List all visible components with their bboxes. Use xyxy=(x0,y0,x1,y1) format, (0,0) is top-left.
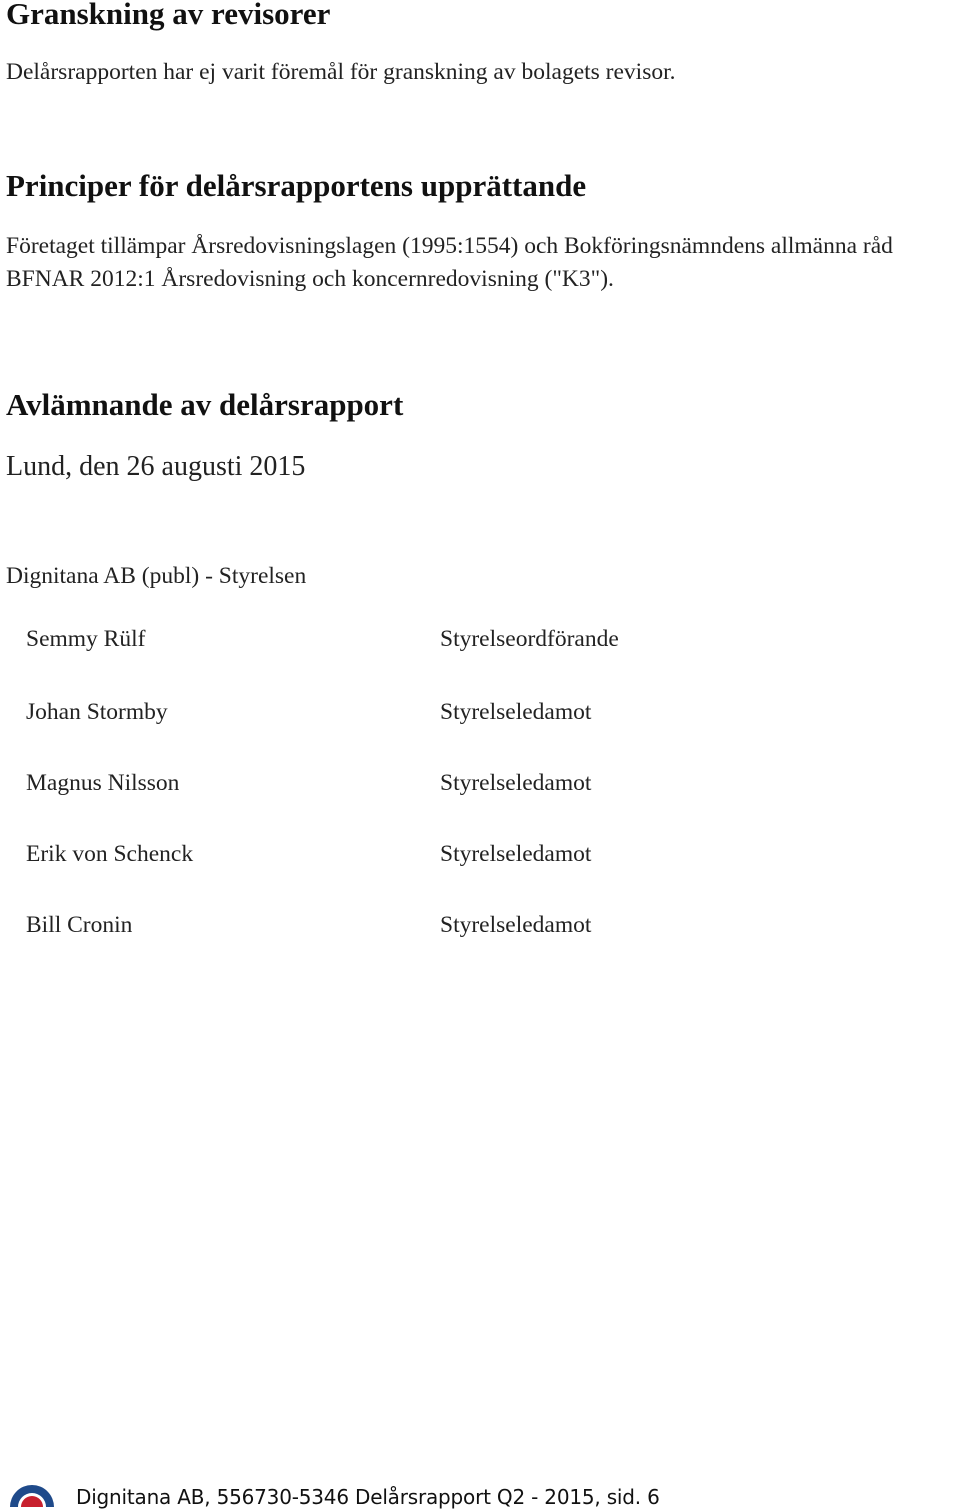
board-member-role: Styrelseledamot xyxy=(440,770,592,796)
footer-text: Dignitana AB, 556730-5346 Delårsrapport Q2 - 2015, sid. 6 xyxy=(76,1485,660,1509)
board-member-name: Semmy Rülf xyxy=(26,626,146,652)
submission-heading: Avlämnande av delårsrapport xyxy=(6,387,404,422)
principles-heading: Principer för delårsrapportens upprättande xyxy=(6,168,587,203)
review-text: Delårsrapporten har ej varit föremål för granskning av bolagets revisor. xyxy=(6,59,676,85)
board-member-role: Styrelseordförande xyxy=(440,626,619,652)
principles-text-line-1: Företaget tillämpar Årsredovisningslagen (1995:1554) och Bokföringsnämndens allmänna råd xyxy=(6,233,893,259)
board-member-name: Bill Cronin xyxy=(26,912,133,938)
board-member-name: Magnus Nilsson xyxy=(26,770,180,796)
board-member-role: Styrelseledamot xyxy=(440,699,592,725)
place-date: Lund, den 26 augusti 2015 xyxy=(6,451,306,482)
board-member-name: Johan Stormby xyxy=(26,699,168,725)
dignitana-logo-icon xyxy=(6,1463,58,1507)
principles-text-line-2: BFNAR 2012:1 Årsredovisning och koncernredovisning ("K3"). xyxy=(6,266,614,292)
review-heading: Granskning av revisorer xyxy=(6,0,331,31)
board-member-name: Erik von Schenck xyxy=(26,841,194,867)
board-title: Dignitana AB (publ) - Styrelsen xyxy=(6,563,307,589)
board-member-role: Styrelseledamot xyxy=(440,841,592,867)
board-member-role: Styrelseledamot xyxy=(440,912,592,938)
